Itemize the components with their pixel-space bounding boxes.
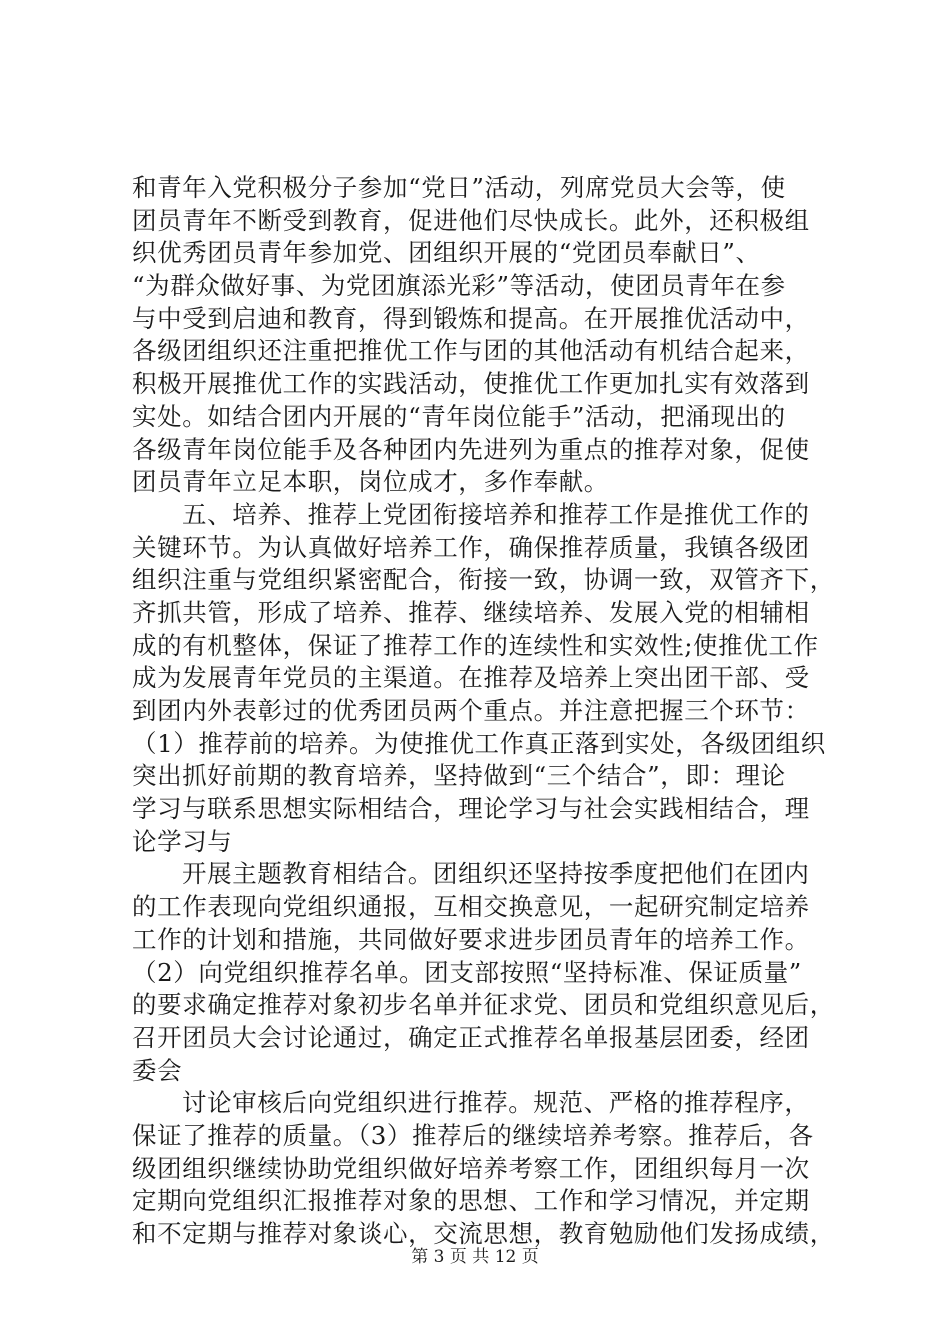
text-line: 五、培养、推荐上党团衔接培养和推荐工作是推优工作的 xyxy=(182,499,810,529)
text-line: 组织注重与党组织紧密配合，衔接一致，协调一致，双管齐下， xyxy=(132,565,835,595)
text-line: 委会 xyxy=(132,1055,183,1085)
text-line: 论学习与 xyxy=(132,826,233,856)
text-line: 开展主题教育相结合。团组织还坚持按季度把他们在团内 xyxy=(182,859,810,889)
text-line: 成为发展青年党员的主渠道。在推荐及培养上突出团干部、受 xyxy=(132,663,810,693)
text-line: 和青年入党积极分子参加“党日”活动，列席党员大会等，使 xyxy=(132,173,786,202)
text-line: 工作的计划和措施，共同做好要求进步团员青年的培养工作。 xyxy=(132,924,810,954)
text-line: 织优秀团员青年参加党、团组织开展的“党团员奉献日”、 xyxy=(132,238,761,268)
body-text xyxy=(132,172,835,1251)
text-line: 各级团组织还注重把推优工作与团的其他活动有机结合起来， xyxy=(132,336,810,366)
page-footer: 第 3 页 共 12 页 xyxy=(411,1247,539,1267)
text-line: 团员青年立足本职，岗位成才，多作奉献。 xyxy=(132,467,609,497)
text-line: 积极开展推优工作的实践活动，使推优工作更加扎实有效落到 xyxy=(132,369,810,399)
text-line: （2）向党组织推荐名单。团支部按照“坚持标准、保证质量” xyxy=(132,957,802,987)
text-line: 的工作表现向党组织通报，互相交换意见，一起研究制定培养 xyxy=(132,892,810,922)
text-line: 与中受到启迪和教育，得到锻炼和提高。在开展推优活动中， xyxy=(132,303,810,333)
text-line: 级团组织继续协助党组织做好培养考察工作，团组织每月一次 xyxy=(132,1153,810,1183)
text-line: 讨论审核后向党组织进行推荐。规范、严格的推荐程序， xyxy=(182,1088,810,1118)
text-line: 和不定期与推荐对象谈心，交流思想，教育勉励他们发扬成绩， xyxy=(132,1219,835,1248)
text-line: 定期向党组织汇报推荐对象的思想、工作和学习情况，并定期 xyxy=(132,1186,810,1216)
text-line: 保证了推荐的质量。（3）推荐后的继续培养考察。推荐后，各 xyxy=(132,1120,814,1150)
text-line: 团员青年不断受到教育，促进他们尽快成长。此外，还积极组 xyxy=(132,205,810,235)
text-line: 学习与联系思想实际相结合，理论学习与社会实践相结合，理 xyxy=(132,794,810,824)
text-line: 召开团员大会讨论通过，确定正式推荐名单报基层团委，经团 xyxy=(132,1022,810,1052)
text-line: 到团内外表彰过的优秀团员两个重点。并注意把握三个环节： xyxy=(132,696,810,725)
text-line: 的要求确定推荐对象初步名单并征求党、团员和党组织意见后， xyxy=(132,990,835,1020)
text-line: 关键环节。为认真做好培养工作，确保推荐质量，我镇各级团 xyxy=(132,532,810,562)
text-line: 各级青年岗位能手及各种团内先进列为重点的推荐对象，促使 xyxy=(132,434,810,464)
text-line: 成的有机整体，保证了推荐工作的连续性和实效性;使推优工作 xyxy=(132,630,819,660)
text-line: 齐抓共管，形成了培养、推荐、继续培养、发展入党的相辅相 xyxy=(132,597,810,627)
text-line: 实处。如结合团内开展的“青年岗位能手”活动，把涌现出的 xyxy=(132,401,786,431)
text-line: “为群众做好事、为党团旗添光彩”等活动，使团员青年在参 xyxy=(132,271,786,301)
text-line: （1）推荐前的培养。为使推优工作真正落到实处，各级团组织 xyxy=(132,728,826,758)
text-line: 突出抓好前期的教育培养，坚持做到“三个结合”，即：理论 xyxy=(132,761,786,791)
